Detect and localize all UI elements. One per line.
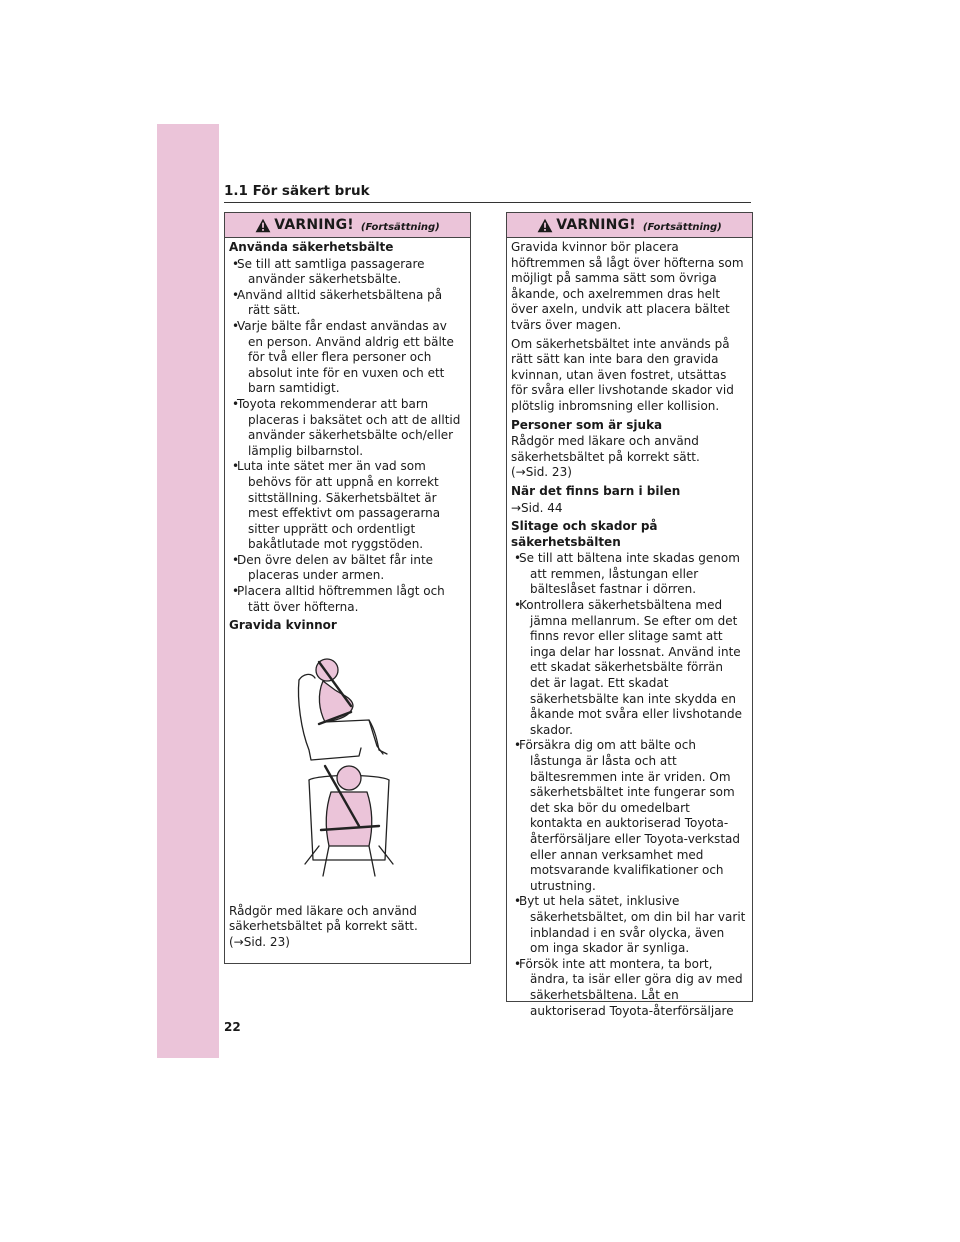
wear-list xyxy=(511,551,746,1019)
section-heading-seatbelt: Använda säkerhetsbälte xyxy=(229,240,394,254)
pregnant-woman-seatbelt-illustration xyxy=(289,650,409,880)
warning-box-header xyxy=(225,213,470,238)
page-reference: (→Sid. 23) xyxy=(229,935,290,950)
section-header xyxy=(224,180,751,203)
list-item: • Se till att samtliga passagerare använder säkerhetsbälte. xyxy=(229,257,464,288)
section-heading-pregnant: Gravida kvinnor xyxy=(229,618,337,633)
warning-box-body xyxy=(507,238,752,1019)
list-item: • Toyota rekommenderar att barn placeras i baksätet och att de alltid använder säkerhetsbälte och/eller lämplig bilbarnstol. xyxy=(229,397,464,459)
paragraph-pregnant-risk: Om säkerhetsbältet inte används på rätt sätt kan inte bara den gravida kvinnan, utan även fostret, utsättas för svåra eller livshotande skador vid plötslig inbromsning eller kollision. xyxy=(511,336,734,413)
paragraph-pregnant-belt: Gravida kvinnor bör placera höftremmen så lågt över höfterna som möjligt på samma sätt som övriga åkande, och axelremmen dras helt över axeln, undvik att placera bältet tvärs över magen. xyxy=(511,240,744,332)
list-item: • Använd alltid säkerhetsbältena på rätt sätt. xyxy=(229,288,464,319)
warning-triangle-icon xyxy=(255,218,271,233)
list-item: • Se till att bältena inte skadas genom att remmen, låstungan eller bälteslåset fastnar i dörren. xyxy=(511,551,746,598)
section-title: 1.1 För säkert bruk xyxy=(224,183,370,199)
warning-box-body xyxy=(225,238,470,951)
warning-title: VARNING! xyxy=(556,217,636,233)
warning-subtitle: (Fortsättning) xyxy=(360,221,440,233)
warning-box-header xyxy=(507,213,752,238)
warning-box-right xyxy=(506,212,753,1018)
seatbelt-list xyxy=(229,257,464,616)
section-heading-wear: Slitage och skador på säkerhetsbälten xyxy=(511,519,658,549)
list-item: • Byt ut hela sätet, inklusive säkerhetsbältet, om din bil har varit inblandad i en svår olycka, även om inga skador är synliga. xyxy=(511,894,746,956)
warning-title: VARNING! xyxy=(274,217,354,233)
section-heading-children: När det finns barn i bilen xyxy=(511,483,681,498)
warning-triangle-icon xyxy=(537,218,553,233)
page-reference: →Sid. 44 xyxy=(511,500,563,515)
warning-box-left xyxy=(224,212,471,964)
list-item: • Luta inte sätet mer än vad som behövs för att uppnå en korrekt sittställning. Säkerhetsbältet är mest effektivt om passagerarna sitter upprätt och ordentligt bakåtlutade mot ryggstöden. xyxy=(229,459,464,553)
list-item: • Försäkra dig om att bälte och låstunga är låsta och att bältesremmen inte är vriden. Om säkerhetsbältet inte fungerar som det ska bör du omedelbart kontakta en auktoriserad Toyota-återförsäljare eller Toyota-verkstad eller annan verksamhet med motsvarande kvalifikationer och utrustning. xyxy=(511,738,746,894)
page-reference: (→Sid. 23) xyxy=(511,465,572,480)
section-heading-sick: Personer som är sjuka xyxy=(511,417,663,432)
sick-text: Rådgör med läkare och använd säkerhetsbältet på korrekt sätt. (→Sid. 23) xyxy=(511,434,700,480)
chapter-side-tab xyxy=(157,124,219,1058)
list-item: • Försök inte att montera, ta bort, ändra, ta isär eller göra dig av med säkerhetsbältena. Låt en auktoriserad Toyota-återförsäljare xyxy=(511,957,746,1019)
closing-text: Rådgör med läkare och använd säkerhetsbältet på korrekt sätt. (→Sid. 23) xyxy=(229,903,418,950)
warning-subtitle: (Fortsättning) xyxy=(642,221,722,233)
page-number: 22 xyxy=(224,1020,241,1034)
list-item: • Kontrollera säkerhetsbältena med jämna mellanrum. Se efter om det finns revor eller slitage samt att inga delar har lossnat. Använd inte ett skadat säkerhetsbälte förrän det är lagat. Ett skadat säkerhetsbälte kan inte skydda en åkande mot svåra eller livshotande skador. xyxy=(511,598,746,738)
list-item: • Placera alltid höftremmen lågt och tätt över höfterna. xyxy=(229,584,464,615)
list-item: • Den övre delen av bältet får inte placeras under armen. xyxy=(229,553,464,584)
list-item: • Varje bälte får endast användas av en person. Använd aldrig ett bälte för två eller flera personer och absolut inte för en vuxen och ett barn samtidigt. xyxy=(229,319,464,397)
